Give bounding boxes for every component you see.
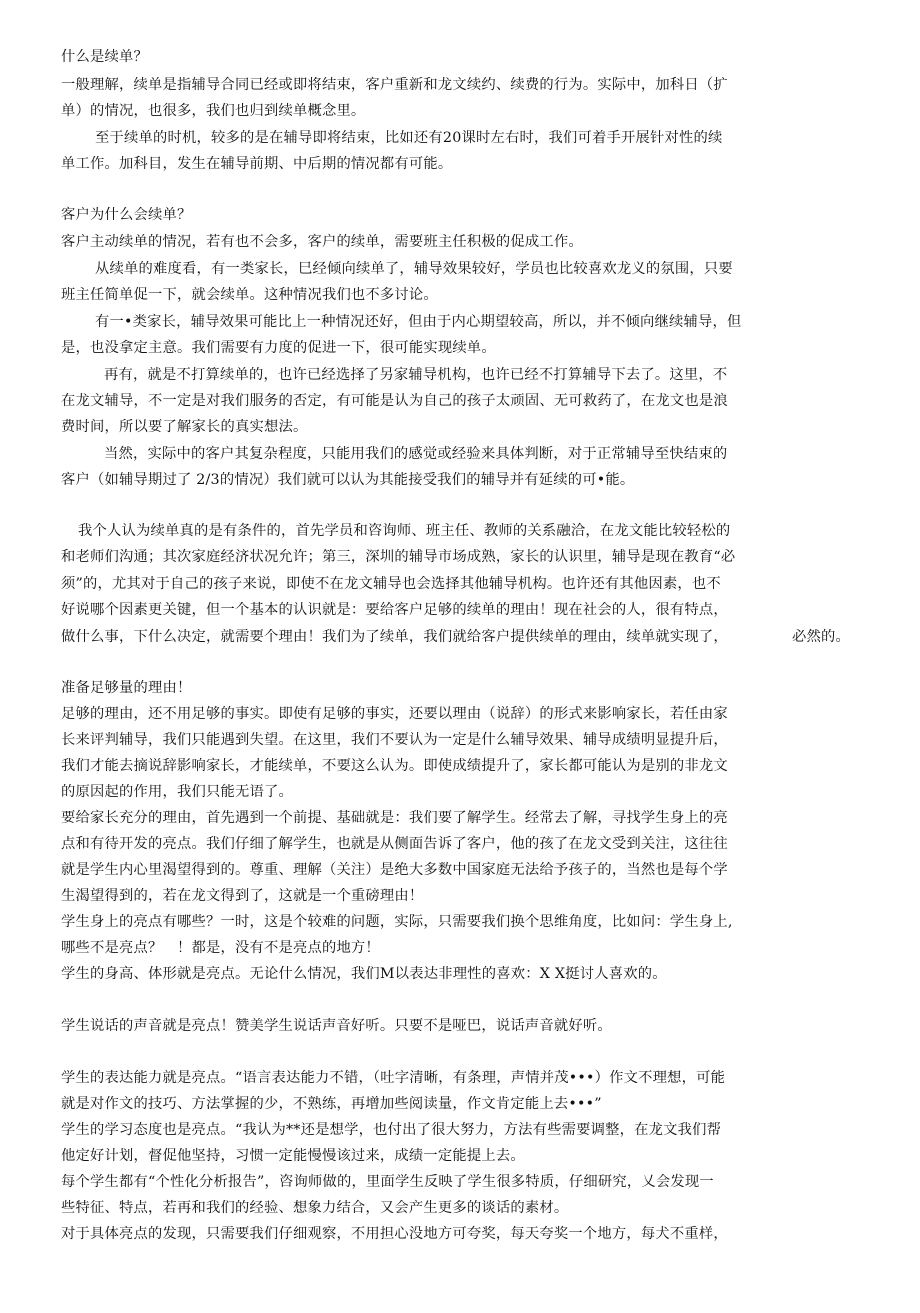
paragraph-line: 长来评判辅导，我们只能遇到失望。在这里，我们不要认为一定是什么辅导效果、辅导成绩明显提升后， (61, 732, 728, 748)
paragraph-line: 哪些不是亮点？ ！都是，没有不是亮点的地方！ (61, 940, 380, 956)
paragraph-line: 班主任简单促一下，就会续单。这种情况我们也不多讨论。 (61, 287, 438, 303)
paragraph-line: 我个人认为续单真的是有条件的，首先学员和咨询师、班主任、教师的关系融洽，在龙文能比较轻松的 (78, 523, 731, 539)
paragraph-line: 的原因起的作用，我们只能无语了。 (61, 784, 293, 800)
paragraph-line: 些特征、特点，若再和我们的经验、想象力结合，又会产生更多的谈话的素材。 (61, 1200, 569, 1216)
paragraph-line: 须”的，尤其对于自己的孩子来说，即使不在龙文辅导也会选择其他辅导机构。也许还有其他因素，也不 (61, 576, 721, 592)
paragraph-line: 生渴望得到的，若在龙文得到了，这就是一个重磅理由！ (61, 888, 424, 904)
heading-what-is-renewal: 什么是续单？ (61, 49, 148, 65)
paragraph-line: 在龙文辅导，不一定是对我们服务的否定，有可能是认为自己的孩子太顽固、无可救药了，在龙文也是浪 (61, 393, 728, 409)
paragraph-line: 对于具体亮点的发现，只需要我们仔细观察，不用担心没地方可夸奖，每天夸奖一个地方，每犬不重样， (61, 1226, 728, 1242)
paragraph-line: 学生的学习态度也是亮点。“我认为**还是想学，也付出了很大努力，方法有些需要调整，在龙文我们帮 (61, 1122, 722, 1138)
paragraph-line: 学生的表达能力就是亮点。“语言表达能力不错，（吐字清晰，有条理，声情并茂•••）作文不理想，可能 (61, 1070, 726, 1086)
paragraph-line: 就是对作文的技巧、方法掌握的少，不熟练，再增加些阅读量，作文肯定能上去•••” (61, 1096, 602, 1112)
heading-why-renew: 客户为什么会续单？ (61, 207, 192, 223)
paragraph-line: 学生的身高、体形就是亮点。无论什么情况，我们M以表达非理性的喜欢：X X挺讨人喜欢的。 (61, 966, 667, 982)
paragraph-line: 和老师们沟通；其次家庭经济状况允许；第三，深圳的辅导市场成熟，家长的认识里，辅导是现在教育“必 (61, 549, 736, 565)
paragraph-line: 每个学生都有“个性化分析报告”，咨询师做的，里面学生反映了学生很多特质，仔细研究，乂会发现一 (61, 1174, 714, 1190)
paragraph-line: 是，也没拿定主意。我们需要有力度的促进一下，很可能实现续单。 (61, 340, 496, 356)
paragraph-line: 做什么事，下什么决定，就需要个理由！我们为了续单，我们就给客户提供续单的理由，续单就实现了， (61, 629, 728, 645)
paragraph-line: 必然的。 (792, 629, 850, 645)
paragraph-line: 要给家长充分的理由，首先遇到一个前提、基础就是：我们要了解学生。经常去了解，寻找学生身上的亮 (61, 810, 728, 826)
heading-prepare-reasons: 准备足够量的理由！ (61, 680, 192, 696)
paragraph-line: 客户（如辅导期过了 2/3的情况）我们就可以认为其能接受我们的辅导并有延续的可•能。 (61, 472, 635, 488)
paragraph-line: 有一•类家长，辅导效果可能比上一种情况还好，但由于内心期望较高，所以，并不倾向继续辅导，但 (95, 314, 742, 330)
paragraph-line: 当然，实际中的客户其复杂程度，只能用我们的感觉或经验来具体判断，对于正常辅导至快结束的 (104, 446, 728, 462)
paragraph-line: 从续单的难度看，有一类家长，巳经倾向续单了，辅导效果较好，学员也比较喜欢龙义的氛围，只要 (95, 261, 733, 277)
paragraph-line: 学生身上的亮点有哪些？一时，这是个较难的问题，实际，只需要我们换个思维角度，比如问：学生身上, (61, 914, 733, 930)
paragraph-line: 再有，就是不打算续单的，也许已经选择了另家辅导机构，也许已经不打算辅导下去了。这里，不 (104, 367, 728, 383)
paragraph-line: 单工作。加科目，发生在辅导前期、中后期的情况都有可能。 (61, 156, 453, 172)
paragraph-line: 足够的理由，还不用足够的事实。即使有足够的事实，还要以理由（说辞）的形式来影响家长，若任由家 (61, 706, 728, 722)
paragraph-line: 客户主动续单的情况，若有也不会多，客户的续单，需要班主任积极的促成工作。 (61, 234, 583, 250)
paragraph-line: 我们才能去摘说辞影响家长，才能续单，不要这么认为。即使成绩提升了，家长都可能认为是别的非龙文 (61, 758, 728, 774)
paragraph-line: 单）的情况，也很多，我们也归到续单概念里。 (61, 103, 366, 119)
paragraph-line: 一般理解，续单是指辅导合同已经或即将结束，客户重新和龙文续约、续费的行为。实际中，加科日（扩 (61, 77, 728, 93)
paragraph-line: 点和有待开发的亮点。我们仔细了解学生，也就是从侧面告诉了客户，他的孩了在龙文受到关注，这往往 (61, 836, 728, 852)
paragraph-line: 费时间，所以要了解家长的真实想法。 (61, 419, 308, 435)
paragraph-line: 就是学生内心里渴望得到的。尊重、理解（关注）是绝大多数中国家庭无法给予孩子的，当然也是每个学 (61, 862, 728, 878)
paragraph-line: 至于续单的时机，较多的是在辅导即将结束，比如还有20课时左右时，我们可着手开展针对性的续 (95, 130, 723, 146)
paragraph-line: 他定好计划，督促他坚持，习惯一定能慢慢该过来，成绩一定能提上去。 (61, 1148, 525, 1164)
paragraph-line: 学生说话的声音就是亮点！赞美学生说话声音好听。只要不是哑巴，说话声音就好听。 (61, 1018, 612, 1034)
paragraph-line: 好说哪个因素更关键，但一个基本的认识就是：要给客户足够的续单的理由！现在社会的人，很有特点， (61, 602, 728, 618)
